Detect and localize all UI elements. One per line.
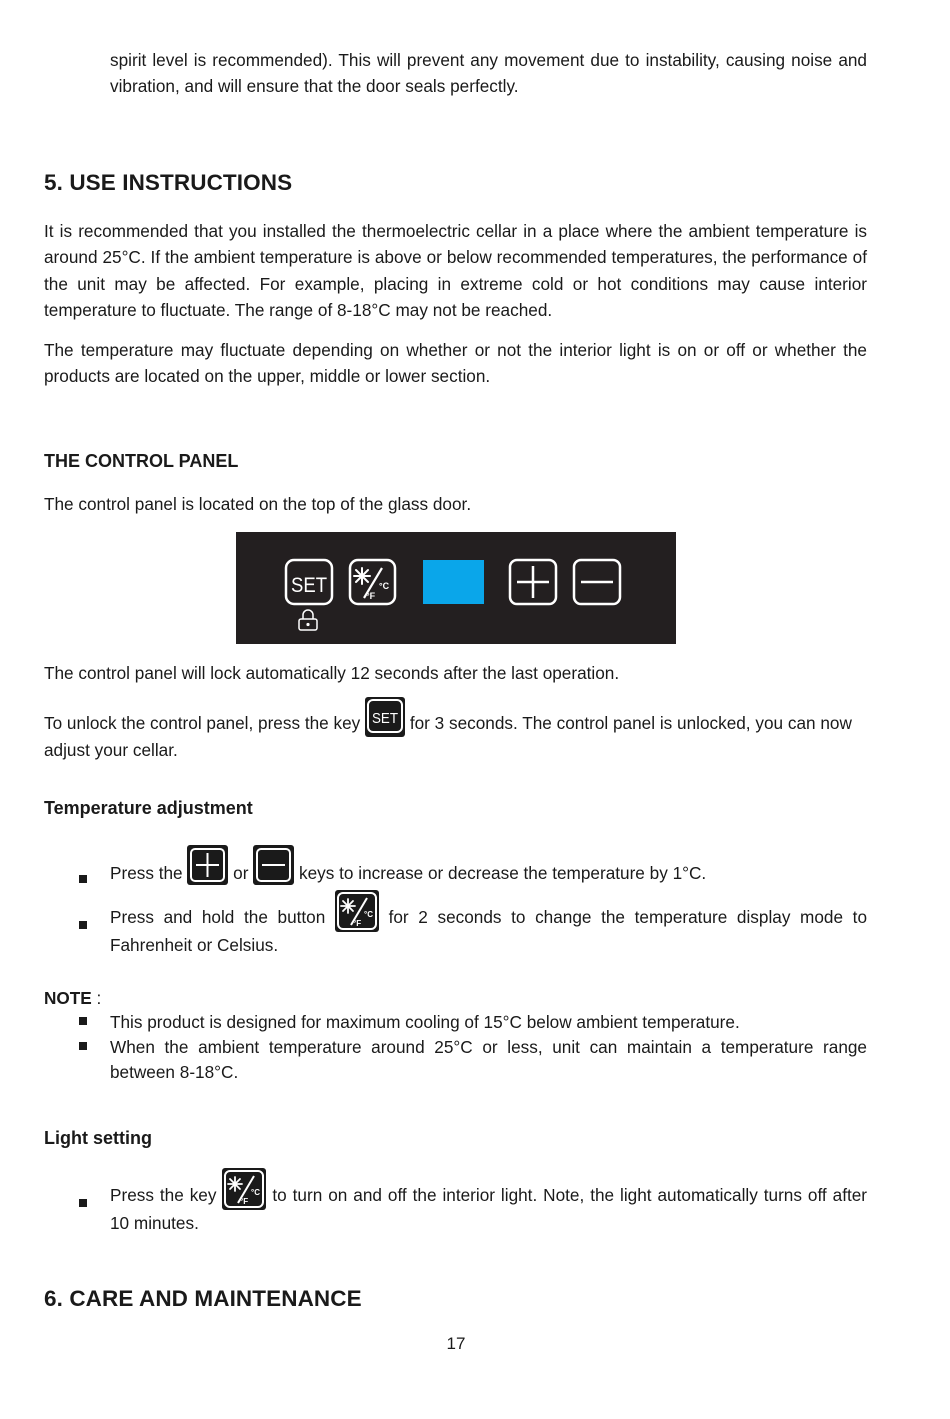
set-key-icon [365,697,405,737]
temperature-item-1 [110,845,867,893]
svg-text:SET: SET [372,710,399,727]
note-colon: : [91,988,102,1008]
section-6-heading: 6. CARE AND MAINTENANCE [44,1286,362,1311]
light-setting-heading: Light setting [44,1128,152,1148]
light-temperature-unit-icon [222,1168,266,1210]
light-temperature-unit-icon [335,890,379,932]
svg-text:°C: °C [379,581,390,591]
temperature-display [423,560,484,604]
section-5-paragraph-2: The temperature may fluctuate depending on whether or not the interior light is on or off or whether the products are located on the upper, middle or lower section. [44,340,867,387]
bullet-icon [79,875,87,883]
bullet-icon [79,921,87,929]
note-heading [44,985,867,1011]
minus-key-icon [574,560,620,604]
bullet-icon [79,1042,87,1050]
note-label: NOTE [44,988,92,1008]
svg-text:°F: °F [352,919,362,928]
auto-lock-text: The control panel will lock automatically 12 seconds after the last operation. [44,663,620,683]
light-setting-item-after: to turn on and off the interior light. Note, the light automatically turns off after 10 minutes. [110,1185,868,1233]
control-panel-image [236,532,676,644]
temperature-item-2-before: Press and hold the button [110,907,326,927]
set-key-icon [286,560,332,604]
control-panel-graphic [236,532,676,644]
svg-text:°F: °F [366,591,376,601]
set-key-label: SET [291,574,328,597]
temperature-item-2 [110,890,867,958]
bullet-icon [79,1199,87,1207]
minus-key-icon [253,845,294,885]
plus-key-icon [510,560,556,604]
light-setting-item [110,1168,867,1236]
control-panel-heading: THE CONTROL PANEL [44,451,239,471]
section-5-heading: 5. USE INSTRUCTIONS [44,170,293,195]
note-item-1: This product is designed for maximum cooling of 15°C below ambient temperature. [110,1012,740,1032]
temperature-item-1-after: keys to increase or decrease the temperature by 1°C. [299,863,707,883]
temperature-item-2-after: for 2 seconds to change the temperature display mode to Fahrenheit or Celsius. [110,907,868,955]
page-number: 17 [446,1334,466,1353]
unlock-text-before: To unlock the control panel, press the key [44,713,361,733]
intro-continuation: spirit level is recommended). This will prevent any movement due to instability, causing noise and vibration, and will ensure that the door seals perfectly. [110,50,867,97]
lock-icon [299,610,317,630]
plus-key-icon [187,845,228,885]
unlock-text [44,697,867,763]
temperature-adjustment-heading: Temperature adjustment [44,798,253,818]
unlock-text-after: for 3 seconds. The control panel is unlocked, you can now adjust your cellar. [44,713,852,760]
light-setting-item-before: Press the key [110,1185,217,1205]
note-item-2: When the ambient temperature around 25°C or less, unit can maintain a temperature range between 8-18°C. [110,1037,867,1082]
svg-text:°C: °C [363,910,373,919]
section-5-paragraph-1: It is recommended that you installed the thermoelectric cellar in a place where the ambient temperature is around 25°C. If the ambient temperature is above or below recommended temperatures, the performance of the unit may be affected. For example, placing in extreme cold or hot conditions may cause interior temperature to fluctuate. The range of 8-18°C may not be reached. [44,221,867,320]
temperature-item-1-or: or [233,863,249,883]
light-temperature-unit-icon [350,560,395,604]
temperature-item-1-before: Press the [110,863,183,883]
bullet-icon [79,1017,87,1025]
svg-text:°C: °C [251,1188,261,1197]
svg-text:°F: °F [240,1197,249,1206]
control-panel-location: The control panel is located on the top of the glass door. [44,494,472,514]
